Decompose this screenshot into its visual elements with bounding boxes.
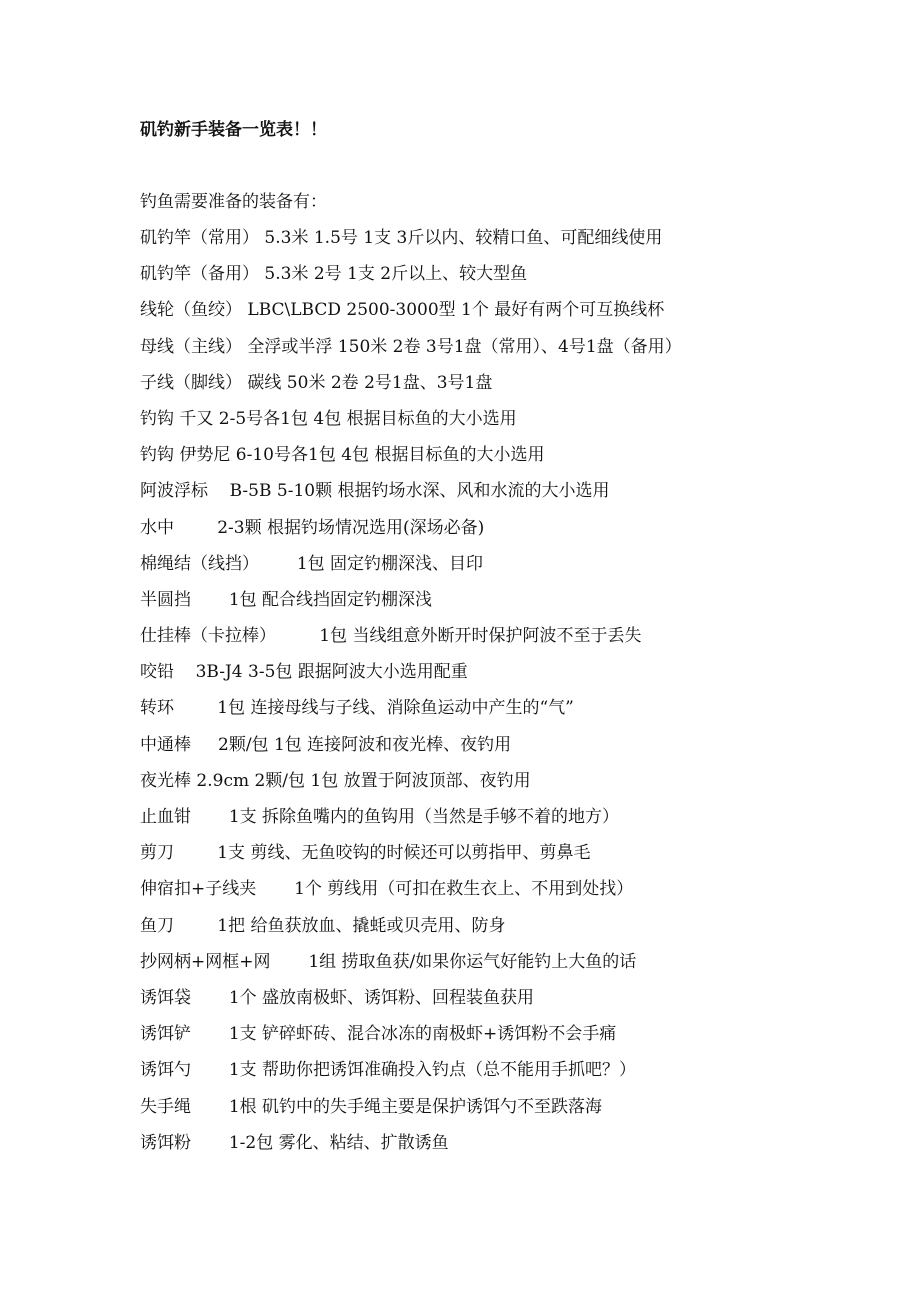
list-item: 钓钩 伊势尼 6-10号各1包 4包 根据目标鱼的大小选用 (140, 445, 545, 466)
equipment-list (140, 225, 682, 1166)
list-item: 咬铅 3B-J4 3-5包 跟据阿波大小选用配重 (140, 662, 468, 683)
list-item: 诱饵勺 1支 帮助你把诱饵准确投入钓点（总不能用手抓吧？） (140, 1060, 637, 1081)
list-item: 诱饵粉 1-2包 雾化、粘结、扩散诱鱼 (140, 1132, 449, 1153)
intro-text: 钓鱼需要准备的装备有： (140, 192, 327, 212)
list-item: 子线（脚线） 碳线 50米 2卷 2号1盘、3号1盘 (140, 372, 493, 393)
list-item: 棉绳结（线挡） 1包 固定钓棚深浅、目印 (140, 553, 484, 574)
list-item: 鱼刀 1把 给鱼获放血、撬蚝或贝壳用、防身 (140, 915, 506, 936)
list-item: 仕挂棒（卡拉棒） 1包 当线组意外断开时保护阿波不至于丢失 (140, 626, 642, 647)
list-item: 剪刀 1支 剪线、无鱼咬钩的时候还可以剪指甲、剪鼻毛 (140, 843, 591, 864)
list-item: 转环 1包 连接母线与子线、消除鱼运动中产生的“气” (140, 698, 574, 719)
list-item: 线轮（鱼绞） LBC\LBCD 2500-3000型 1个 最好有两个可互换线杯 (140, 300, 665, 321)
list-item: 水中 2-3颗 根据钓场情况选用(深场必备) (140, 517, 485, 538)
list-item: 夜光棒 2.9cm 2颗/包 1包 放置于阿波顶部、夜钓用 (140, 770, 531, 791)
list-item: 抄网柄+网框+网 1组 捞取鱼获/如果你运气好能钓上大鱼的话 (140, 951, 637, 972)
list-item: 母线（主线） 全浮或半浮 150米 2卷 3号1盘（常用）、4号1盘（备用） (140, 336, 682, 357)
document-title: 矶钓新手装备一览表！！ (140, 120, 327, 140)
list-item: 伸宿扣+子线夹 1个 剪线用（可扣在救生衣上、不用到处找） (140, 879, 634, 900)
list-item: 钓钩 千又 2-5号各1包 4包 根据目标鱼的大小选用 (140, 408, 517, 429)
list-item: 半圆挡 1包 配合线挡固定钓棚深浅 (140, 589, 433, 610)
list-item: 诱饵铲 1支 铲碎虾砖、混合冰冻的南极虾+诱饵粉不会手痛 (140, 1024, 617, 1045)
list-item: 阿波浮标 B-5B 5-10颗 根据钓场水深、风和水流的大小选用 (140, 481, 610, 502)
list-item: 矶钓竿（常用） 5.3米 1.5号 1支 3斤以内、较精口鱼、可配细线使用 (140, 228, 663, 248)
list-item: 止血钳 1支 拆除鱼嘴内的鱼钩用（当然是手够不着的地方） (140, 807, 620, 827)
list-item: 诱饵袋 1个 盛放南极虾、诱饵粉、回程装鱼获用 (140, 987, 535, 1008)
list-item: 中通棒 2颗/包 1包 连接阿波和夜光棒、夜钓用 (140, 734, 512, 755)
list-item: 矶钓竿（备用） 5.3米 2号 1支 2斤以上、较大型鱼 (140, 264, 528, 285)
list-item: 失手绳 1根 矶钓中的失手绳主要是保护诱饵勺不至跌落海 (140, 1096, 603, 1117)
